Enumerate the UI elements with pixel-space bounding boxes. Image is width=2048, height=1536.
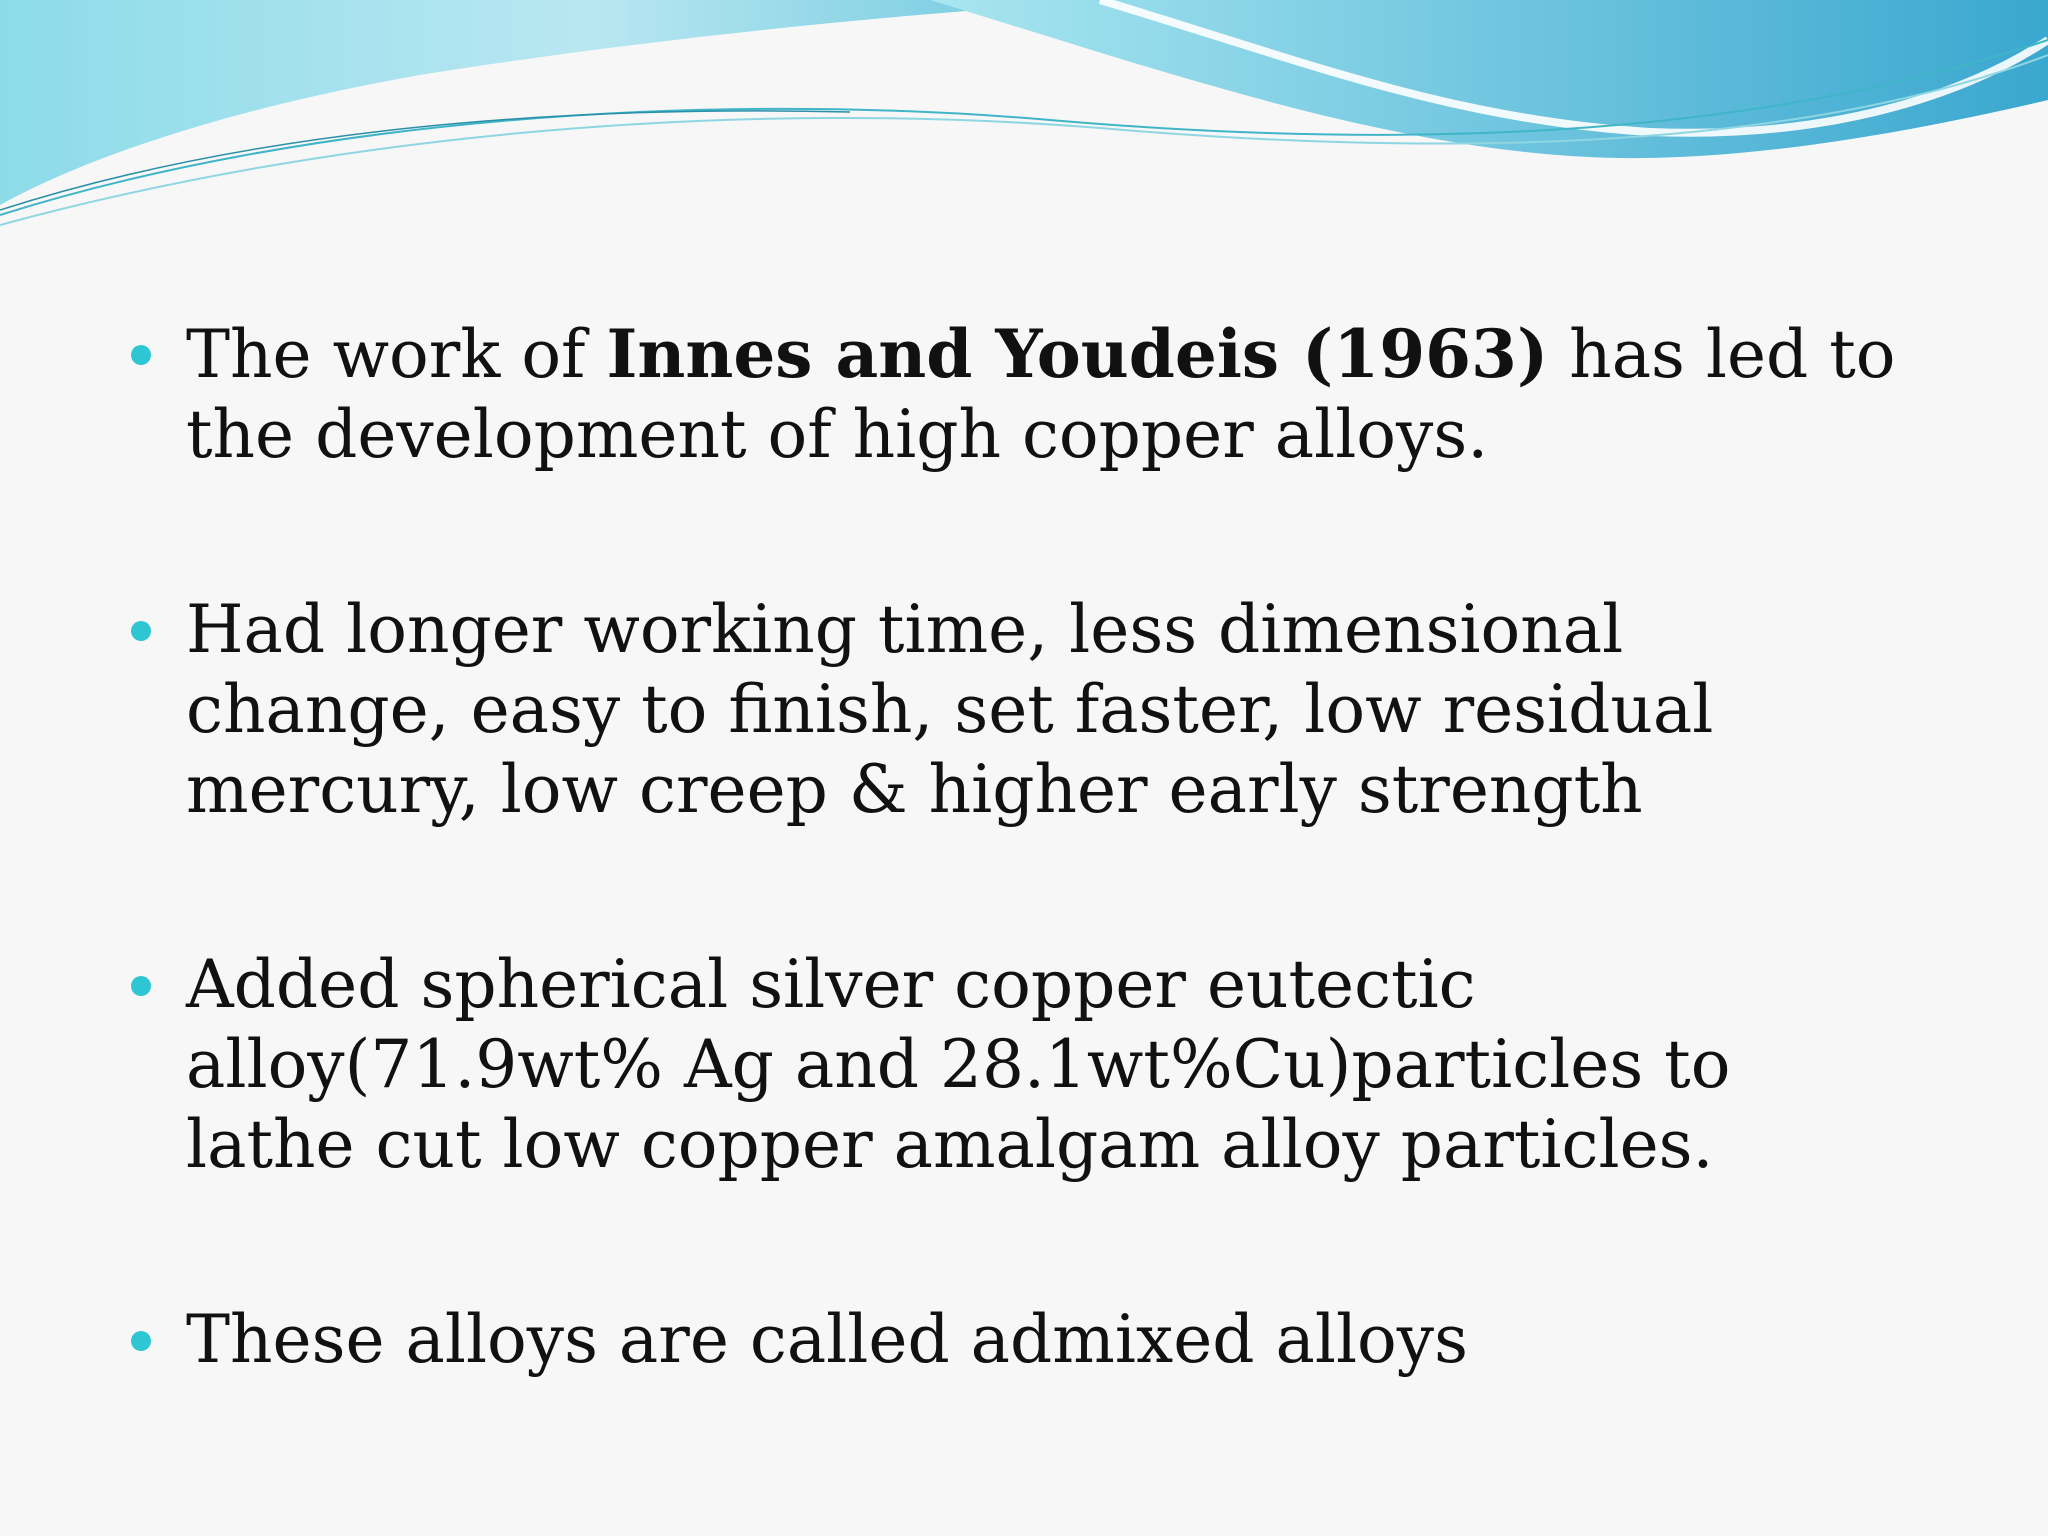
bullet-item [186, 1300, 1906, 1380]
bullet-text: Added spherical silver copper eutectic alloy(71.9wt% Ag and 28.1wt%Cu)particles to lathe cut low copper amalgam alloy particles. [186, 946, 1731, 1183]
bullet-text-bold: Innes and Youdeis (1963) [606, 315, 1549, 393]
bullet-item [186, 314, 1906, 475]
bullet-item [186, 590, 1906, 830]
bullet-text-suffix: has led to the development of high copper alloys. [186, 316, 1896, 473]
bullet-dot-icon [131, 976, 151, 996]
bullet-dot-icon [131, 621, 151, 641]
bullet-text: Had longer working time, less dimensional change, easy to finish, set faster, low residual mercury, low creep & higher early strength [186, 591, 1714, 828]
bullet-item [186, 945, 1906, 1185]
bullet-text: These alloys are called admixed alloys [186, 1301, 1468, 1378]
bullet-dot-icon [131, 1331, 151, 1351]
bullet-dot-icon [131, 345, 151, 365]
bullet-text-prefix: The work of [186, 316, 607, 393]
